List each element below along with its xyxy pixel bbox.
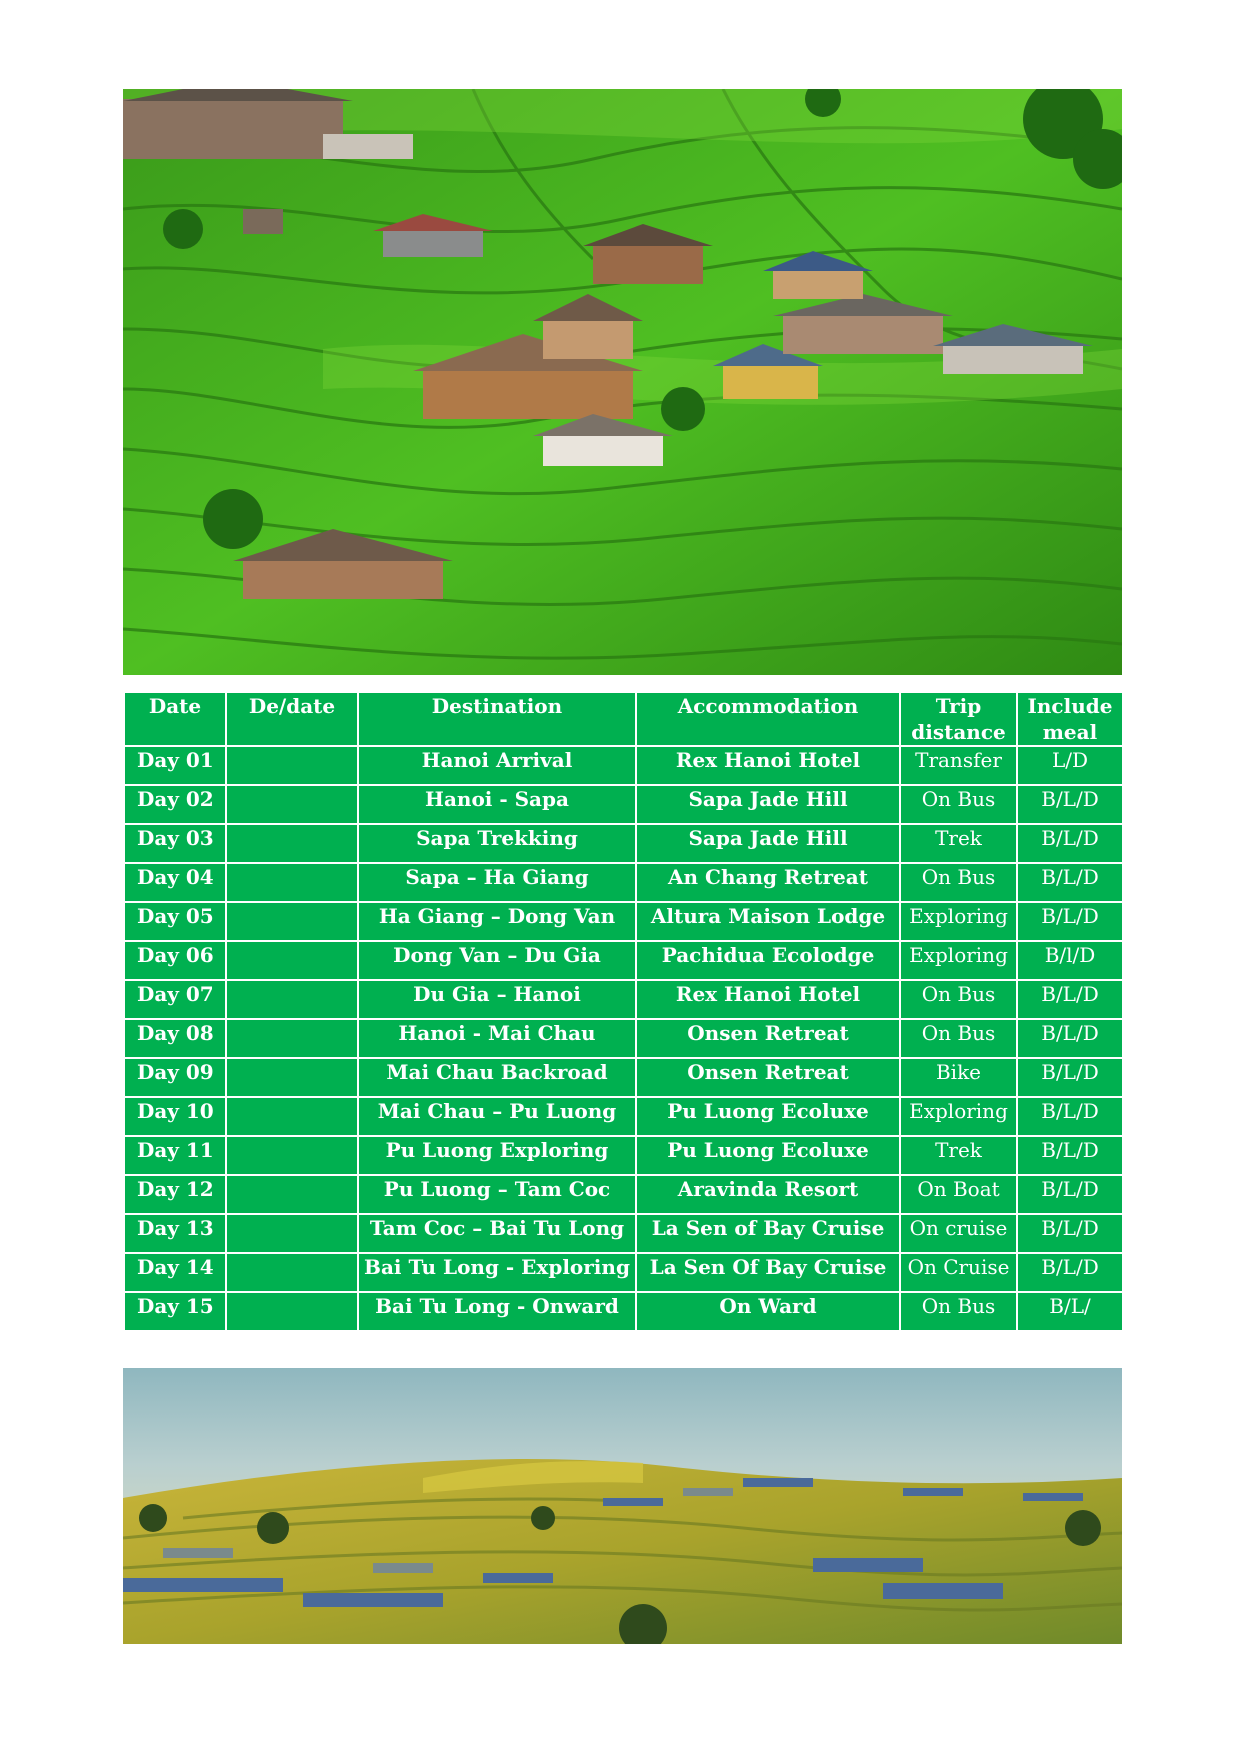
dedate-cell	[226, 1058, 358, 1097]
dedate-cell	[226, 746, 358, 785]
header-destination: Destination	[358, 692, 636, 746]
table-header-row	[124, 692, 1123, 746]
rice-terrace-illustration	[123, 89, 1122, 675]
accommodation-cell: Rex Hanoi Hotel	[636, 980, 900, 1019]
misty-terrace-illustration	[123, 1368, 1122, 1644]
meal-cell: B/L/D	[1017, 785, 1123, 824]
destination-cell: Bai Tu Long - Onward	[358, 1292, 636, 1331]
accommodation-cell: La Sen of Bay Cruise	[636, 1214, 900, 1253]
table-row	[124, 1292, 1123, 1331]
meal-cell: B/L/D	[1017, 980, 1123, 1019]
trip-distance-cell: Exploring	[900, 1097, 1017, 1136]
dedate-cell	[226, 941, 358, 980]
destination-cell: Bai Tu Long - Exploring	[358, 1253, 636, 1292]
destination-cell: Dong Van – Du Gia	[358, 941, 636, 980]
meal-cell: B/L/D	[1017, 824, 1123, 863]
table-row	[124, 1175, 1123, 1214]
accommodation-cell: Aravinda Resort	[636, 1175, 900, 1214]
destination-cell: Mai Chau – Pu Luong	[358, 1097, 636, 1136]
meal-cell: B/L/D	[1017, 1175, 1123, 1214]
destination-cell: Hanoi - Mai Chau	[358, 1019, 636, 1058]
rice-terrace-photo-bottom	[123, 1368, 1122, 1644]
meal-cell: B/l/D	[1017, 941, 1123, 980]
destination-cell: Pu Luong – Tam Coc	[358, 1175, 636, 1214]
trip-distance-cell: Trek	[900, 824, 1017, 863]
dedate-cell	[226, 1136, 358, 1175]
meal-cell: L/D	[1017, 746, 1123, 785]
dedate-cell	[226, 1292, 358, 1331]
trip-distance-cell: Transfer	[900, 746, 1017, 785]
accommodation-cell: Rex Hanoi Hotel	[636, 746, 900, 785]
dedate-cell	[226, 1214, 358, 1253]
destination-cell: Sapa Trekking	[358, 824, 636, 863]
table-row	[124, 863, 1123, 902]
dedate-cell	[226, 980, 358, 1019]
header-include-meal: Include meal	[1017, 692, 1123, 746]
dedate-cell	[226, 863, 358, 902]
meal-cell: B/L/D	[1017, 863, 1123, 902]
day-cell: Day 08	[124, 1019, 226, 1058]
meal-cell: B/L/D	[1017, 1136, 1123, 1175]
destination-cell: Du Gia – Hanoi	[358, 980, 636, 1019]
day-cell: Day 03	[124, 824, 226, 863]
table-row	[124, 746, 1123, 785]
day-cell: Day 15	[124, 1292, 226, 1331]
day-cell: Day 11	[124, 1136, 226, 1175]
destination-cell: Sapa – Ha Giang	[358, 863, 636, 902]
table-row	[124, 824, 1123, 863]
trip-distance-cell: On Bus	[900, 1019, 1017, 1058]
table-row	[124, 1253, 1123, 1292]
destination-cell: Pu Luong Exploring	[358, 1136, 636, 1175]
meal-cell: B/L/D	[1017, 902, 1123, 941]
trip-distance-cell: On cruise	[900, 1214, 1017, 1253]
table-row	[124, 941, 1123, 980]
day-cell: Day 05	[124, 902, 226, 941]
accommodation-cell: Altura Maison Lodge	[636, 902, 900, 941]
header-date: Date	[124, 692, 226, 746]
trip-distance-cell: Exploring	[900, 902, 1017, 941]
destination-cell: Hanoi Arrival	[358, 746, 636, 785]
meal-cell: B/L/D	[1017, 1058, 1123, 1097]
day-cell: Day 02	[124, 785, 226, 824]
dedate-cell	[226, 1019, 358, 1058]
trip-distance-cell: On Bus	[900, 785, 1017, 824]
meal-cell: B/L/D	[1017, 1253, 1123, 1292]
header-dedate: De/date	[226, 692, 358, 746]
day-cell: Day 04	[124, 863, 226, 902]
trip-distance-cell: Bike	[900, 1058, 1017, 1097]
day-cell: Day 09	[124, 1058, 226, 1097]
header-trip-distance: Trip distance	[900, 692, 1017, 746]
table-row	[124, 1136, 1123, 1175]
day-cell: Day 10	[124, 1097, 226, 1136]
accommodation-cell: Onsen Retreat	[636, 1019, 900, 1058]
destination-cell: Hanoi - Sapa	[358, 785, 636, 824]
dedate-cell	[226, 902, 358, 941]
dedate-cell	[226, 785, 358, 824]
destination-cell: Tam Coc – Bai Tu Long	[358, 1214, 636, 1253]
table-row	[124, 1058, 1123, 1097]
accommodation-cell: Sapa Jade Hill	[636, 824, 900, 863]
trip-distance-cell: On Boat	[900, 1175, 1017, 1214]
day-cell: Day 13	[124, 1214, 226, 1253]
dedate-cell	[226, 1097, 358, 1136]
day-cell: Day 01	[124, 746, 226, 785]
meal-cell: B/L/	[1017, 1292, 1123, 1331]
table-row	[124, 1019, 1123, 1058]
rice-terrace-photo-top	[123, 89, 1122, 675]
day-cell: Day 07	[124, 980, 226, 1019]
table-row	[124, 1097, 1123, 1136]
destination-cell: Mai Chau Backroad	[358, 1058, 636, 1097]
table-row	[124, 1214, 1123, 1253]
trip-distance-cell: On Bus	[900, 1292, 1017, 1331]
dedate-cell	[226, 1175, 358, 1214]
accommodation-cell: Sapa Jade Hill	[636, 785, 900, 824]
accommodation-cell: Onsen Retreat	[636, 1058, 900, 1097]
trip-distance-cell: On Bus	[900, 980, 1017, 1019]
header-accommodation: Accommodation	[636, 692, 900, 746]
accommodation-cell: Pachidua Ecolodge	[636, 941, 900, 980]
accommodation-cell: La Sen Of Bay Cruise	[636, 1253, 900, 1292]
dedate-cell	[226, 1253, 358, 1292]
meal-cell: B/L/D	[1017, 1097, 1123, 1136]
table-row	[124, 785, 1123, 824]
day-cell: Day 06	[124, 941, 226, 980]
day-cell: Day 14	[124, 1253, 226, 1292]
trip-distance-cell: Trek	[900, 1136, 1017, 1175]
meal-cell: B/L/D	[1017, 1214, 1123, 1253]
trip-distance-cell: On Cruise	[900, 1253, 1017, 1292]
accommodation-cell: Pu Luong Ecoluxe	[636, 1097, 900, 1136]
table-row	[124, 902, 1123, 941]
table-row	[124, 980, 1123, 1019]
itinerary-table	[123, 691, 1124, 1332]
accommodation-cell: Pu Luong Ecoluxe	[636, 1136, 900, 1175]
destination-cell: Ha Giang – Dong Van	[358, 902, 636, 941]
trip-distance-cell: Exploring	[900, 941, 1017, 980]
dedate-cell	[226, 824, 358, 863]
meal-cell: B/L/D	[1017, 1019, 1123, 1058]
day-cell: Day 12	[124, 1175, 226, 1214]
accommodation-cell: An Chang Retreat	[636, 863, 900, 902]
accommodation-cell: On Ward	[636, 1292, 900, 1331]
trip-distance-cell: On Bus	[900, 863, 1017, 902]
